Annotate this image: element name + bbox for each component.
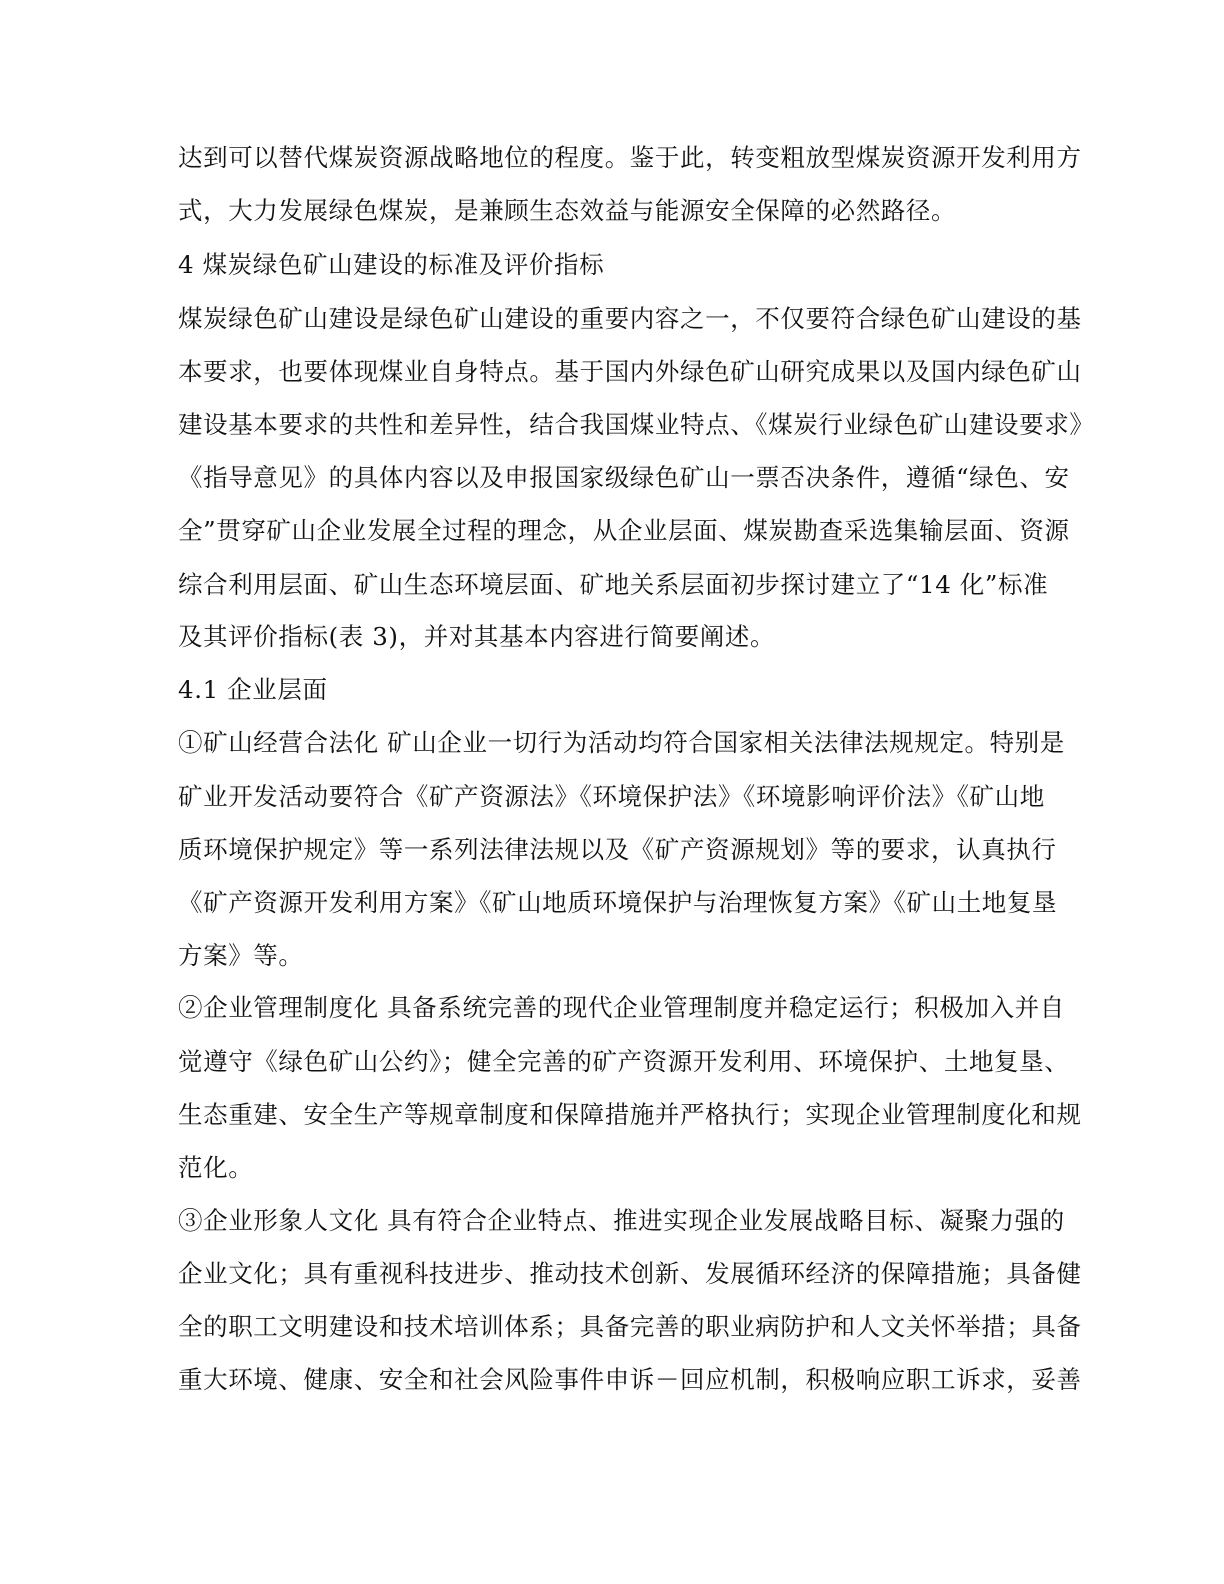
text-line: 重大环境、健康、安全和社会风险事件申诉－回应机制，积极响应职工诉求，妥善 <box>178 1365 1082 1394</box>
text-line: 综合利用层面、矿山生态环境层面、矿地关系层面初步探讨建立了“14 化”标准 <box>178 570 1049 599</box>
text-line: 《矿产资源开发利用方案》《矿山地质环境保护与治理恢复方案》《矿山土地复垦 <box>178 888 1058 917</box>
text-line: 矿业开发活动要符合《矿产资源法》《环境保护法》《环境影响评价法》《矿山地 <box>178 782 1045 811</box>
text-line: 《指导意见》的具体内容以及申报国家级绿色矿山一票否决条件，遵循“绿色、安 <box>178 463 1070 492</box>
text-line: 企业文化；具有重视科技进步、推动技术创新、发展循环经济的保障措施；具备健 <box>178 1259 1082 1288</box>
text-line: ②企业管理制度化 具备系统完善的现代企业管理制度并稳定运行；积极加入并自 <box>178 993 1065 1022</box>
text-line: ①矿山经营合法化 矿山企业一切行为活动均符合国家相关法律法规规定。特别是 <box>178 728 1065 757</box>
text-line: 全”贯穿矿山企业发展全过程的理念，从企业层面、煤炭勘查采选集输层面、资源 <box>178 516 1070 545</box>
text-line: 范化。 <box>178 1153 254 1182</box>
text-line: 煤炭绿色矿山建设是绿色矿山建设的重要内容之一，不仅要符合绿色矿山建设的基 <box>178 304 1082 333</box>
text-line: 觉遵守《绿色矿山公约》；健全完善的矿产资源开发利用、环境保护、土地复垦、 <box>178 1047 1070 1076</box>
section-heading: 4 煤炭绿色矿山建设的标准及评价指标 <box>178 250 605 279</box>
text-line: 及其评价指标(表 3)，并对其基本内容进行简要阐述。 <box>178 622 776 651</box>
text-line: 式，大力发展绿色煤炭，是兼顾生态效益与能源安全保障的必然路径。 <box>178 196 957 225</box>
text-line: 建设基本要求的共性和差异性，结合我国煤业特点、《煤炭行业绿色矿山建设要求》 <box>178 410 1095 439</box>
text-line: 达到可以替代煤炭资源战略地位的程度。鉴于此，转变粗放型煤炭资源开发利用方 <box>178 143 1082 172</box>
text-line: ③企业形象人文化 具有符合企业特点、推进实现企业发展战略目标、凝聚力强的 <box>178 1206 1065 1235</box>
text-line: 全的职工文明建设和技术培训体系；具备完善的职业病防护和人文关怀举措；具备 <box>178 1312 1082 1341</box>
text-line: 生态重建、安全生产等规章制度和保障措施并严格执行；实现企业管理制度化和规 <box>178 1100 1082 1129</box>
text-line: 本要求，也要体现煤业自身特点。基于国内外绿色矿山研究成果以及国内绿色矿山 <box>178 357 1082 386</box>
text-line: 质环境保护规定》等一系列法律法规以及《矿产资源规划》等的要求，认真执行 <box>178 835 1057 864</box>
subsection-heading: 4.1 企业层面 <box>178 675 328 704</box>
text-line: 方案》等。 <box>178 941 304 970</box>
